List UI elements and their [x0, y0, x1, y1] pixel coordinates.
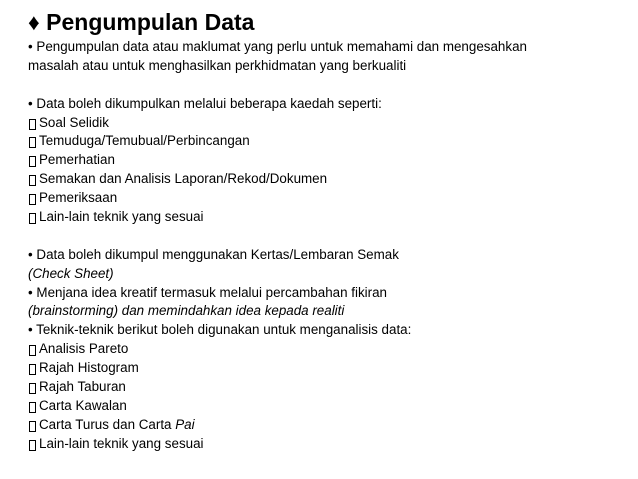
- analysis-item-label: Carta Turus dan Carta: [39, 416, 176, 432]
- intro-line-1: • Pengumpulan data atau maklumat yang perlu untuk memahami dan mengesahkan: [28, 39, 527, 54]
- methods-item: [28, 151, 628, 170]
- methods-heading: • Data boleh dikumpulkan melalui beberapa kaedah seperti:: [28, 95, 382, 111]
- ideas-line-1: • Menjana idea kreatif termasuk melalui percambahan fikiran: [28, 284, 387, 300]
- box-bullet-icon: [29, 156, 36, 167]
- box-bullet-icon: [29, 345, 36, 356]
- title-text: Pengumpulan Data: [46, 9, 255, 35]
- analysis-item-label: Rajah Histogram: [39, 360, 139, 376]
- box-bullet-icon: [29, 213, 36, 224]
- analysis-item: [28, 340, 628, 359]
- methods-item-label: Temuduga/Temubual/Perbincangan: [39, 133, 250, 149]
- analysis-item-label: Rajah Taburan: [39, 379, 126, 395]
- methods-item: [28, 189, 628, 208]
- analysis-item-label: Lain-lain teknik yang sesuai: [39, 435, 204, 451]
- check-sheet-line-2: (Check Sheet): [28, 265, 114, 281]
- box-bullet-icon: [29, 137, 36, 148]
- methods-item-label: Lain-lain teknik yang sesuai: [39, 209, 204, 225]
- analysis-item-label: Analisis Pareto: [39, 341, 129, 357]
- analysis-item-label: Carta Kawalan: [39, 397, 127, 413]
- box-bullet-icon: [29, 194, 36, 205]
- methods-item: [28, 114, 628, 133]
- check-sheet-line-1: • Data boleh dikumpul menggunakan Kertas/Lembaran Semak: [28, 246, 399, 262]
- box-bullet-icon: [29, 421, 36, 432]
- box-bullet-icon: [29, 383, 36, 394]
- analysis-item: [28, 416, 628, 435]
- box-bullet-icon: [29, 440, 36, 451]
- analysis-item: [28, 359, 628, 378]
- intro-line-2: masalah atau untuk menghasilkan perkhidmatan yang berkualiti: [28, 57, 407, 73]
- methods-item: [28, 132, 628, 151]
- analysis-item-label-italic: Pai: [175, 416, 195, 432]
- methods-item: [28, 208, 628, 227]
- box-bullet-icon: [29, 119, 36, 130]
- slide-title: [28, 8, 628, 38]
- methods-item: [28, 170, 628, 189]
- box-bullet-icon: [29, 402, 36, 413]
- methods-item-label: Semakan dan Analisis Laporan/Rekod/Dokumen: [39, 171, 328, 187]
- diamond-bullet-icon: ♦: [28, 9, 40, 35]
- analysis-item: [28, 378, 628, 397]
- ideas-line-2: (brainstorming) dan memindahkan idea kepada realiti: [28, 303, 345, 319]
- methods-item-label: Pemerhatian: [39, 152, 115, 168]
- blank-line: [28, 76, 628, 95]
- methods-item-label: Soal Selidik: [39, 114, 109, 130]
- analysis-item: [28, 397, 628, 416]
- analysis-item: [28, 435, 628, 454]
- methods-item-label: Pemeriksaan: [39, 190, 118, 206]
- box-bullet-icon: [29, 364, 36, 375]
- slide: [28, 8, 628, 454]
- box-bullet-icon: [29, 175, 36, 186]
- analysis-heading: • Teknik-teknik berikut boleh digunakan untuk menganalisis data:: [28, 322, 412, 338]
- blank-line: [28, 227, 628, 246]
